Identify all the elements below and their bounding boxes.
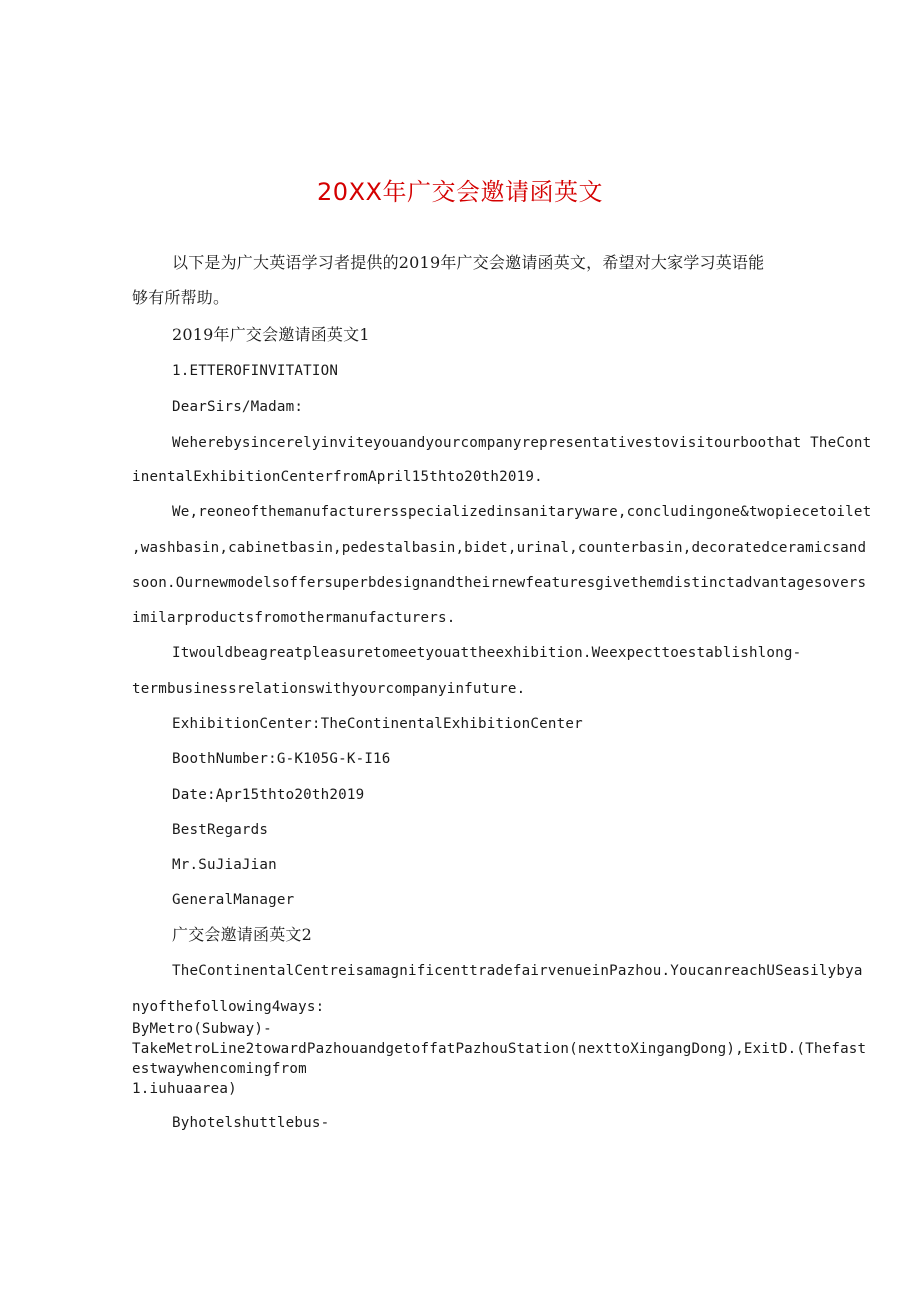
paragraph-3-line-2: termbusinessrelationswithyoυrcompanyinfuture.: [132, 681, 526, 697]
intro-line-1: 以下是为广大英语学习者提供的2019年广交会邀请函英文，希望对大家学习英语能: [172, 253, 765, 272]
document-title: 20XX年广交会邀请函英文: [317, 178, 603, 206]
paragraph-4-line-2: nyofthefollowing4ways:: [132, 999, 325, 1015]
paragraph-2-line-3: soon.Ournewmodelsoffersuperbdesignandtheirnewfeaturesgivethemdistinctadvantagesovers: [132, 575, 867, 591]
closing: BestRegards: [172, 822, 269, 838]
metro-line-1: ByMetro(Subway)-: [132, 1021, 272, 1037]
booth-number: BoothNumber:G-K105G-K-I16: [172, 751, 391, 767]
paragraph-1-line-2: inentalExhibitionCenterfromApril15thto20th2019.: [132, 469, 543, 485]
salutation: DearSirs/Madam:: [172, 399, 304, 415]
letter-heading: 1.ETTEROFINVITATION: [172, 363, 339, 379]
metro-line-2: TakeMetroLine2towardPazhouandgetoffatPazhouStation(nexttoXingangDong),ExitD.(Thefast: [132, 1041, 867, 1057]
signer-title: GeneralManager: [172, 892, 295, 908]
metro-line-3: estwaywhencomingfrom: [132, 1061, 307, 1077]
paragraph-2-line-1: We,reoneofthemanufacturersspecializedinsanitaryware,concludingone&twopiecetoilet: [172, 504, 872, 520]
section-2-heading: 广交会邀请函英文2: [172, 925, 312, 944]
signer-name: Mr.SuJiaJian: [172, 857, 277, 873]
shuttle-line: Byhotelshuttlebus-: [172, 1115, 330, 1131]
paragraph-1-line-1: Weherebysincerelyinviteyouandyourcompanyrepresentativestovisitourboothat TheCont: [172, 435, 872, 451]
paragraph-4-line-1: TheContinentalCentreisamagnificenttradefairvenueinPazhou.YoucanreachUSeasilybya: [172, 963, 863, 979]
intro-line-2: 够有所帮助。: [132, 288, 230, 307]
paragraph-3-line-1: Itwouldbeagreatpleasuretomeetyouattheexhibition.Weexpecttoestablishlong-: [172, 645, 802, 661]
section-1-heading: 2019年广交会邀请函英文1: [172, 325, 370, 344]
paragraph-2-line-2: ,washbasin,cabinetbasin,pedestalbasin,bidet,urinal,counterbasin,decoratedceramicsand: [132, 540, 867, 556]
exhibition-center: ExhibitionCenter:TheContinentalExhibitionCenter: [172, 716, 583, 732]
paragraph-2-line-4: imilarproductsfromothermanufacturers.: [132, 610, 456, 626]
metro-line-4: 1.iuhuaarea): [132, 1081, 237, 1097]
exhibition-date: Date:Apr15thto20th2019: [172, 787, 365, 803]
